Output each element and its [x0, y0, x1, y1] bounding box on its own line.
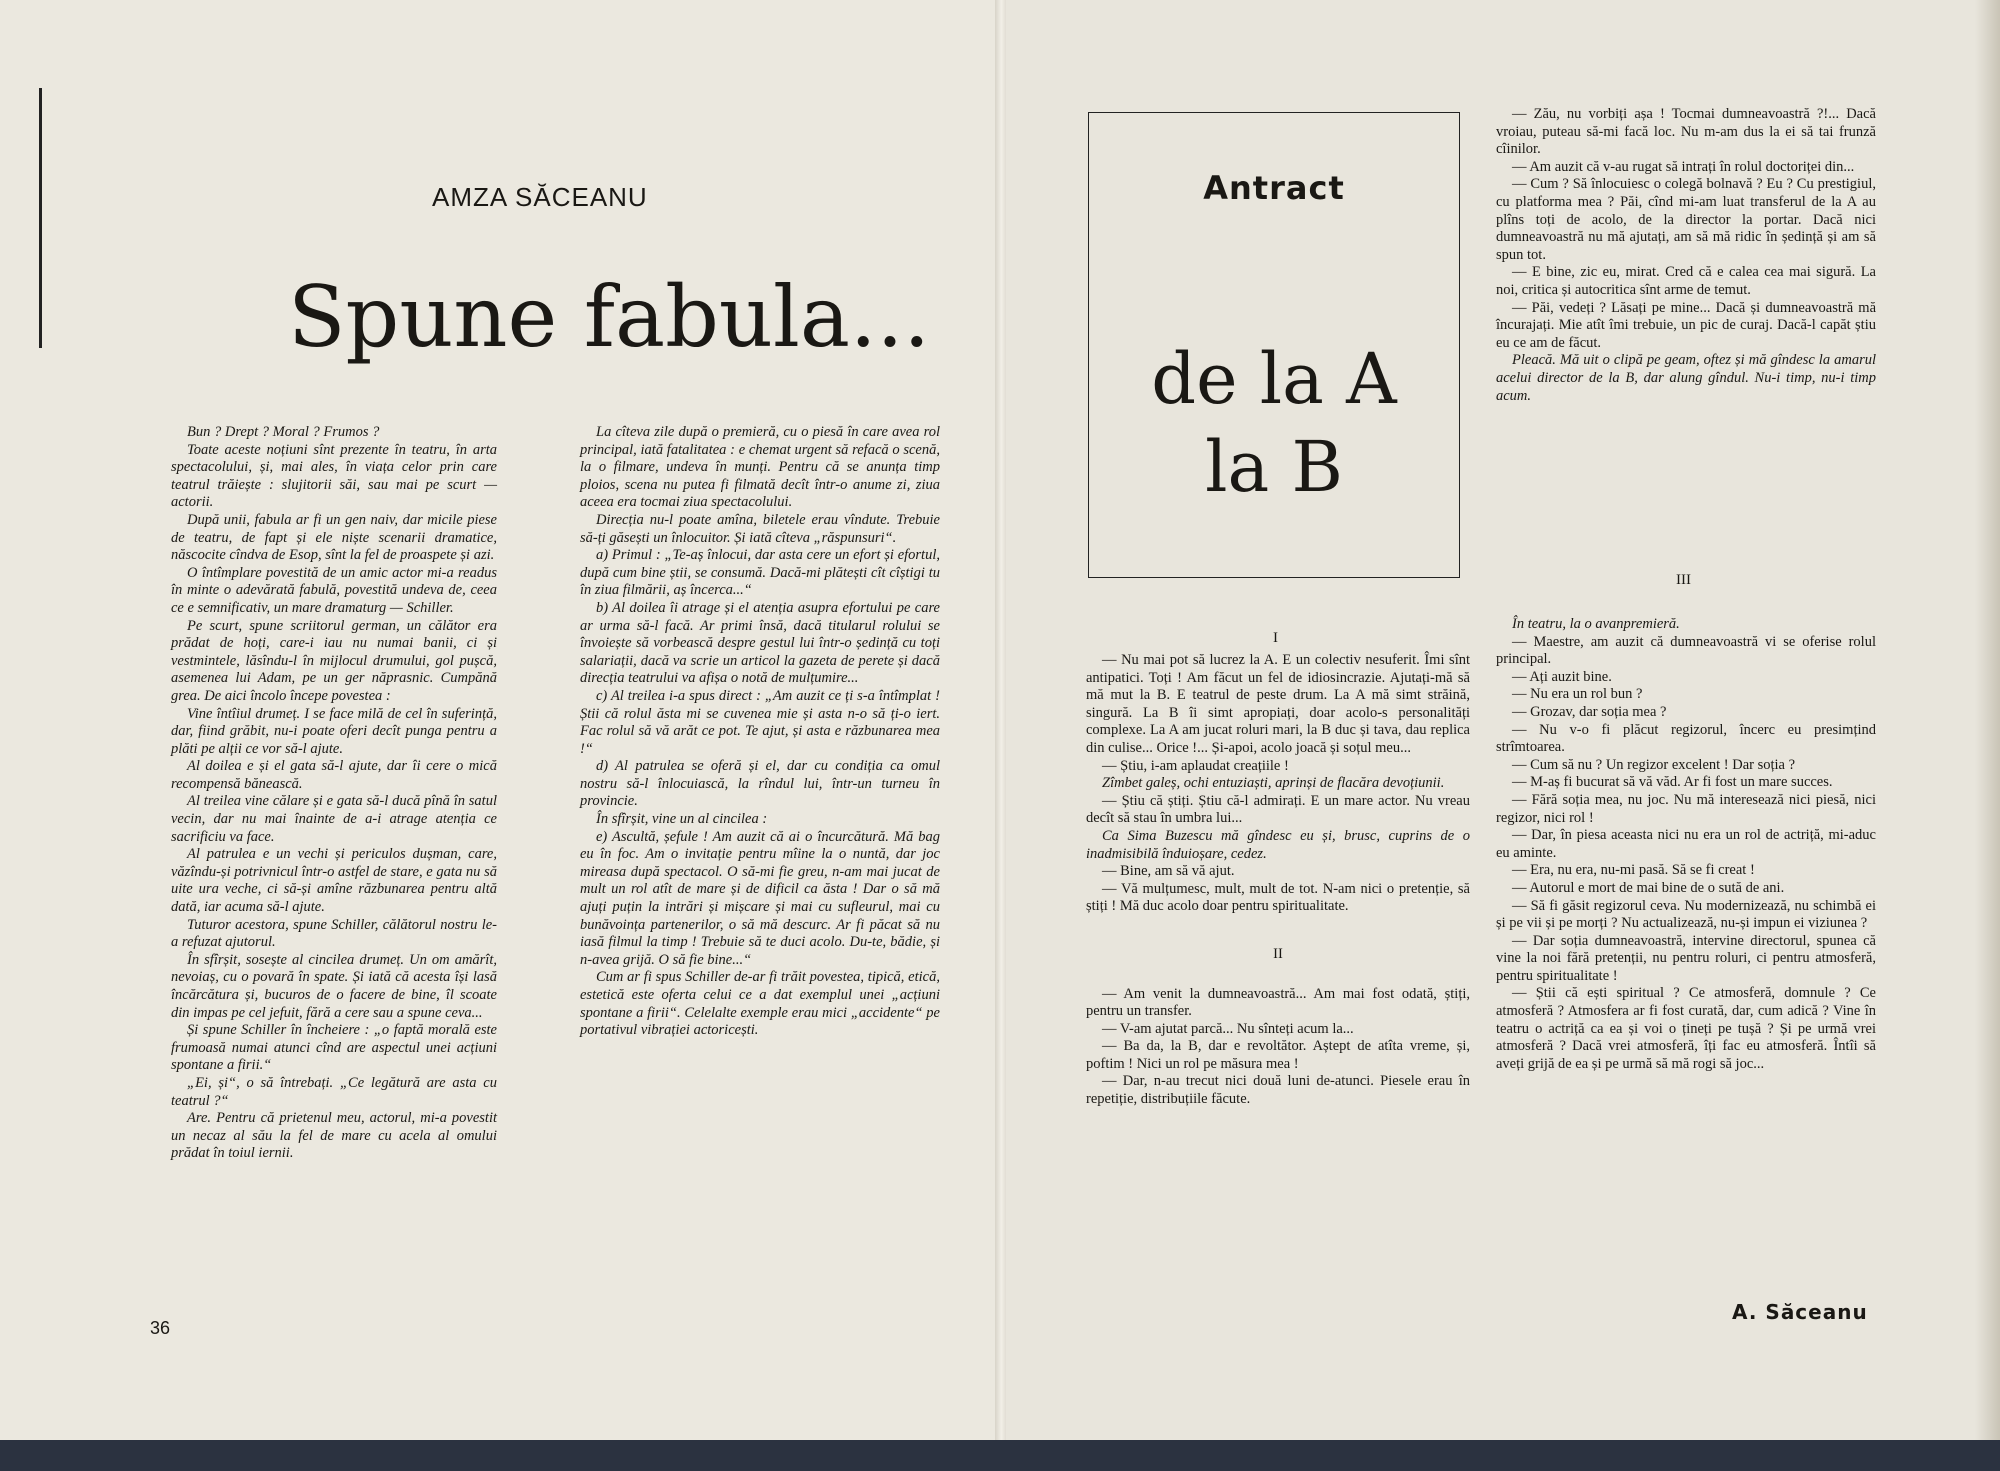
paragraph: „Ei, și“, o să întrebați. „Ce legătură are asta cu teatrul ?“ — [171, 1074, 497, 1109]
book-cover-edge — [0, 1440, 2000, 1471]
paragraph: În teatru, la o avanpremieră. — [1512, 616, 1680, 632]
paragraph: Zîmbet galeș, ochi entuziaști, aprinși de flacăra devoțiunii. — [1102, 775, 1445, 792]
paragraph: — Știi că ești spiritual ? Ce atmosferă, domnule ? Ce atmosferă ? Atmosfera ar fi fost curată, dar, cum adică ? Vine în teatru o actriță ca ea și voi o țineți pe tușă ? Și pe urmă vrei atmosferă ? Dacă vrei atmosferă, îți fac eu atmosferă. Întîi să aveți grijă de ea și pe urmă să mă rogi să joc... — [1496, 985, 1876, 1072]
paragraph: O întîmplare povestită de un amic actor mi-a readus în minte o adevărată fabulă, povestită undeva de, ceea ce e semnificativ, un mare dramaturg — Schiller. — [171, 564, 497, 616]
paragraph: b) Al doilea îi atrage și el atenția asupra efortului pe care ar urma să-l facă. Ar primi însă, dacă titularul rolului se învoiește să vorbească despre gestul lui într-o ședință cu toți salariații, dacă va scrie un articol la gazeta de perete și dacă direcția teatrului va afișa o notă de mulțumire... — [580, 599, 940, 687]
paragraph: — Știu, i-am aplaudat creațiile ! — [1102, 757, 1289, 774]
paragraph: — Cum ? Să înlocuiesc o colegă bolnavă ? Eu ? Cu prestigiul, cu platforma mea ? Păi, cînd mi-am luat transferul de la A au plîns toți de acolo, de la director la portar. Dacă nici dumneavoastră nu mă ajutați, am să mă ridic în ședință și am să spun tot. — [1496, 176, 1876, 263]
page-number: 36 — [150, 1318, 171, 1338]
paragraph: c) Al treilea i-a spus direct : „Am auzit ce ți s-a întîmplat ! Știi că rolul ăsta mi se cuvenea mie și asta n-o să ți-o iert. Fac rolul să vă arăt ce pot. Te ajut, și asta e răzbunarea mea !“ — [580, 687, 940, 757]
paragraph: — Să fi găsit regizorul ceva. Nu modernizează, nu schimbă ei și pe vii și pe morți ? Nu actualizează, nu-și impun ei viziunea ? — [1496, 897, 1876, 932]
box-heading: Antract — [1203, 169, 1345, 207]
paragraph: — Păi, vedeți ? Lăsați pe mine... Dacă și dumneavoastră mă încurajați. Mie atît îmi trebuie, un pic de curaj. Dacă-l capăt știu eu ce am de făcut. — [1496, 299, 1876, 351]
paragraph: — Ba da, la B, dar e revoltător. Aștept de atîta vreme, și, poftim ! Nici un rol pe măsura mea ! — [1086, 1038, 1470, 1072]
paragraph: — Era, nu era, nu-mi pasă. Să se fi creat ! — [1512, 862, 1755, 879]
box-title-line-2: la B — [1205, 426, 1343, 508]
margin-mark — [39, 88, 42, 348]
paragraph: a) Primul : „Te-aș înlocui, dar asta cere un efort și efortul, după cum bine știi, se consumă. Dacă-mi plătești cît cîștigi tu în ziua filmării, aș încerca...“ — [580, 547, 940, 599]
paragraph: — Dar, n-au trecut nici două luni de-atunci. Piesele erau în repetiție, distribuțiile făcute. — [1086, 1073, 1470, 1108]
right-column-2-section-3 — [1496, 616, 1876, 1073]
paragraph: — Am venit la dumneavoastră... Am mai fost odată, știți, pentru un transfer. — [1086, 985, 1470, 1020]
paragraph: — Nu era un rol bun ? — [1512, 686, 1643, 703]
section-1-text — [1086, 652, 1470, 916]
paragraph: — Ați auzit bine. — [1512, 668, 1612, 685]
title-box — [1088, 112, 1460, 578]
section-2-text — [1086, 986, 1470, 1109]
section-heading-3: III — [1676, 572, 1691, 588]
left-column-1 — [171, 424, 497, 1163]
paragraph: d) Al patrulea se oferă și el, dar cu condiția ca omul nostru să-l înlocuiască, la rîndul lui, într-un turneu în provincie. — [580, 758, 940, 810]
right-column-2-top — [1496, 106, 1876, 405]
paragraph: La cîteva zile după o premieră, cu o piesă în care avea rol principal, iată fatalitatea : e chemat urgent să refacă o scenă, la o filmare, undeva în munți. Pentru că se anunța timp ploios, scena nu putea fi filmată decît într-o anume zi, ziua aceea era tocmai ziua spectacolului. — [580, 424, 940, 511]
paragraph: Și spune Schiller în încheiere : „o faptă morală este frumoasă numai atunci cînd are aspectul unei acțiuni spontane a firii.“ — [171, 1022, 497, 1074]
paragraph: — Vă mulțumesc, mult, mult de tot. N-am nici o pretenție, să știți ! Mă duc acolo doar pentru spiritualitate. — [1086, 880, 1470, 915]
paragraph: Al patrulea e un vechi și periculos dușman, care, văzîndu-și potrivnicul într-o astfel de stare, e gata nu să uite ura veche, ci să-și amîne răzbunarea pentru altă dată, iar acuma să-l ajute. — [171, 846, 497, 916]
paragraph: — V-am ajutat parcă... Nu sînteți acum la... — [1102, 1020, 1354, 1037]
paragraph: În sfîrșit, sosește al cincilea drumeț. Un om amărît, nevoiaș, cu o povară în spate. Și iată că acesta își lasă încărcătura și, bucuros de o facere de bine, îl scoate din impas pe cel jefuit, fără a cere sau a spune ceva... — [171, 951, 497, 1021]
paragraph: — Nu v-o fi plăcut regizorul, încerc eu presimțind strîmtoarea. — [1496, 721, 1876, 756]
paragraph: — Cum să nu ? Un regizor excelent ! Dar soția ? — [1512, 756, 1796, 773]
paragraph: — Nu mai pot să lucrez la A. E un colectiv nesuferit. Îmi sînt antipatici. Toți ! Am făcut un fel de idiosincrazie. Ajutați-mă să mă mut la B. E teatrul de peste drum. La A mă simt străină, singură. La B îi simt apropiați, doar acolo-s personalități complexe. La A am jucat roluri mari, la B duc și tava, dau replica din culise... Orice !... Și-apoi, acolo joacă și soțul meu... — [1086, 652, 1470, 756]
author-name: AMZA SĂCEANU — [432, 182, 648, 212]
paragraph: Are. Pentru că prietenul meu, actorul, mi-a povestit un necaz al său la fel de mare cu acela al omului prădat în toiul iernii. — [171, 1110, 497, 1162]
right-column-1 — [1086, 652, 1470, 1109]
left-page — [0, 0, 1000, 1440]
paragraph: Toate aceste noțiuni sînt prezente în teatru, în arta spectacolului, și, mai ales, în viața celor prin care teatrul trăiește : slujitorii săi, sau mai pe scurt — actorii. — [171, 441, 497, 511]
paragraph: Al treilea vine călare și e gata să-l ducă pînă în satul vecin, dar nu mai înainte de a-i atrage atenția ce sacrificiu va face. — [171, 793, 497, 845]
paragraph: Al doilea e și el gata să-l ajute, dar îi cere o mică recompensă bănească. — [171, 758, 497, 792]
signature: A. Săceanu — [1732, 1300, 1868, 1324]
paragraph: După unii, fabula ar fi un gen naiv, dar micile piese de teatru, de fapt și ele niște scenarii dramatice, născocite cîndva de Esop, sînt la fel de proaspete și azi. — [171, 511, 497, 564]
paragraph: — Grozav, dar soția mea ? — [1512, 703, 1667, 720]
section-heading-1: I — [1273, 630, 1278, 646]
right-binding-edge — [1975, 0, 2000, 1440]
paragraph: — E bine, zic eu, mirat. Cred că e calea cea mai sigură. La noi, critica și autocritica sînt arme de temut. — [1496, 264, 1876, 298]
paragraph: Vine întîiul drumeț. I se face milă de cel în suferință, dar, fiind grăbit, nu-i poate oferi decît punga pentru a plăti pe alții ce vor să-l ajute. — [171, 705, 497, 757]
paragraph: Pe scurt, spune scriitorul german, un călător era prădat de hoți, care-i iau nu numai banii, ci și vestmintele, lăsîndu-l în mijlocul drumului, gol pușcă, asemenea lui Adam, pe un ger năprasnic. Cumpănă grea. De aici încolo începe povestea : — [171, 617, 497, 704]
paragraph: Tuturor acestora, spune Schiller, călătorul nostru le-a refuzat ajutorul. — [171, 916, 497, 951]
paragraph: — Fără soția mea, nu joc. Nu mă interesează nici piesă, nici regizor, nici rol ! — [1496, 791, 1876, 826]
paragraph: — Am auzit că v-au rugat să intrați în rolul doctoriței din... — [1512, 158, 1855, 175]
paragraph: Bun ? Drept ? Moral ? Frumos ? — [187, 424, 380, 440]
left-column-2 — [580, 424, 940, 1040]
paragraph: — Știu că știți. Știu că-l admirați. E un mare actor. Nu vreau decît să stau în umbra lui... — [1086, 792, 1470, 827]
paragraph: — Bine, am să vă ajut. — [1102, 863, 1235, 880]
paragraph: — Zău, nu vorbiți așa ! Tocmai dumneavoastră ?!... Dacă vroiau, puteau să-mi facă loc. Nu m-am dus la ei să tai frunză cîinilor. — [1496, 106, 1876, 158]
paragraph: — M-aș fi bucurat să vă văd. Ar fi fost un mare succes. — [1512, 774, 1833, 791]
article-title: Spune fabula... — [288, 268, 931, 366]
paragraph: — Maestre, am auzit că dumneavoastră vi se oferise rolul principal. — [1496, 633, 1876, 668]
paragraph: e) Ascultă, șefule ! Am auzit că ai o încurcătură. Mă bag eu în foc. Am o invitație pentru mîine la o nuntă, dar joc mireasa după spectacol. O să-mi fie greu, n-am mai jucat de mult un rol atît de mare și de dificil ca ăsta ! Dar o să mă ajuți puțin la intrări și mișcare și mai cu sufleurul, mai cu bunăvoința partenerilor, o să mă descurc. Ar fi păcat să nu iasă filmul la timp ! Trebuie să te duci acolo. Du-te, bădie, și n-avea grijă. O să fie bine...“ — [580, 828, 940, 968]
paragraph: Ca Sima Buzescu mă gîndesc eu și, brusc, cuprins de o inadmisibilă înduioșare, cedez. — [1086, 827, 1470, 862]
box-title-line-1: de la A — [1151, 338, 1397, 420]
paragraph: În sfîrșit, vine un al cincilea : — [596, 811, 768, 828]
paragraph: Direcția nu-l poate amîna, biletele erau vîndute. Trebuie să-ți găsești un înlocuitor. Și iată cîteva „răspunsuri“. — [580, 511, 940, 546]
box-title — [1089, 335, 1459, 511]
paragraph: — Dar, în piesa aceasta nici nu era un rol de actriță, mi-aduc eu aminte. — [1496, 827, 1876, 861]
section-heading-2: II — [1273, 945, 1283, 962]
paragraph: — Dar soția dumneavoastră, intervine directorul, spunea că vine la noi fără pretenții, nu pentru roluri, ci pentru atmosferă, pentru spiritualitate ! — [1496, 932, 1876, 984]
paragraph: Pleacă. Mă uit o clipă pe geam, oftez și mă gîndesc la amarul acelui director de la B, dar alung gîndul. Nu-i timp, nu-i timp acum. — [1496, 352, 1876, 404]
paragraph: — Autorul e mort de mai bine de o sută de ani. — [1512, 879, 1785, 896]
paragraph: Cum ar fi spus Schiller de-ar fi trăit povestea, tipică, etică, estetică este oferta celui ce a dat exemplul unei „acțiuni spontane a firii“. Celelalte exemple erau mici „accidente“ pe portativul vibrației actoricești. — [580, 969, 940, 1039]
